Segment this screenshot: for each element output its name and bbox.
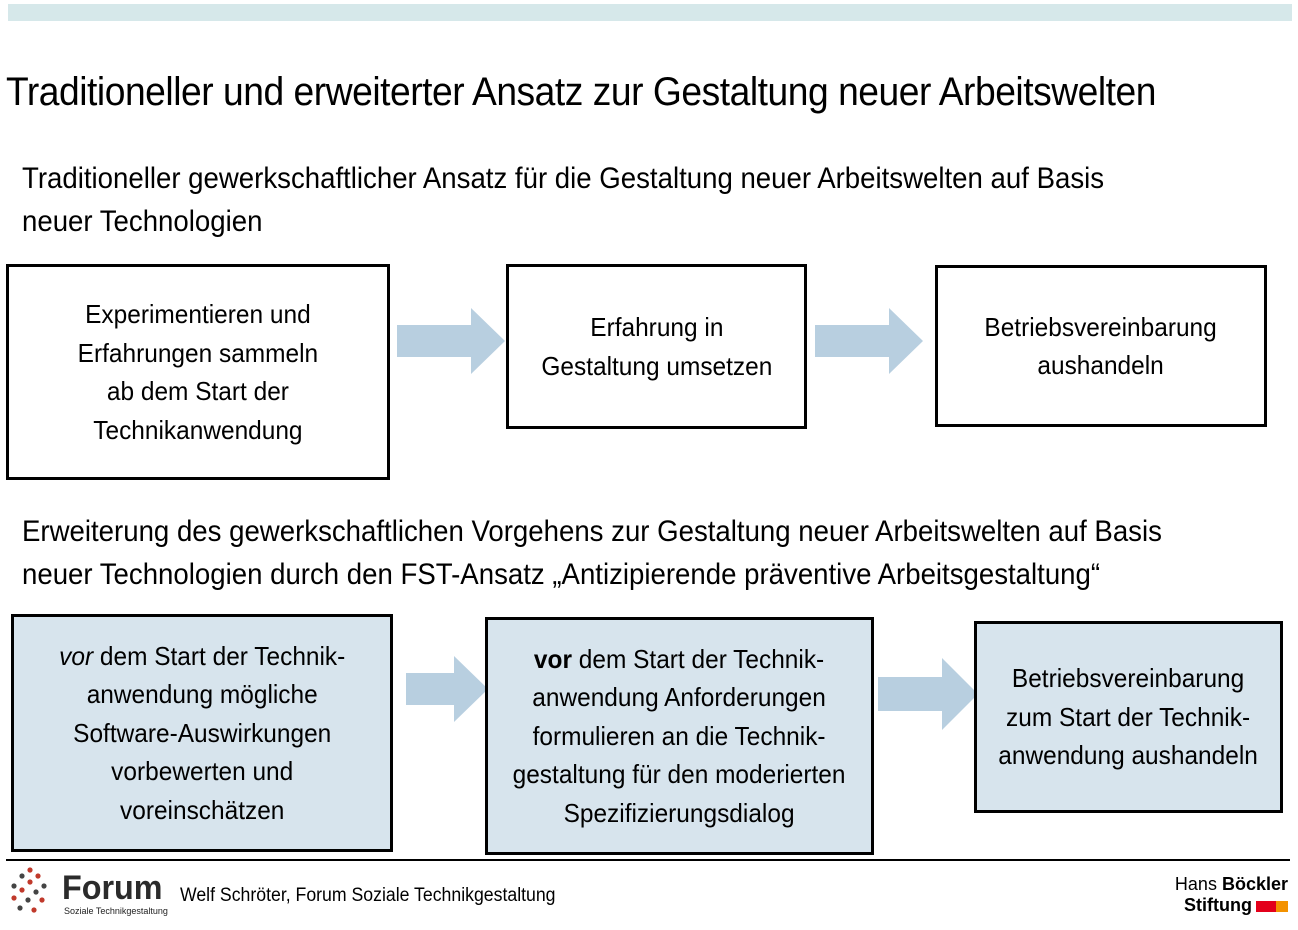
arrow-right-icon: [406, 656, 488, 722]
traditional-step-1-line: Technikanwendung: [93, 414, 303, 445]
traditional-step-2-line: Erfahrung in: [589, 312, 724, 342]
extended-step-2-line: anwendung Anforderungen: [532, 682, 827, 713]
extended-step-1-line: anwendung mögliche: [86, 679, 318, 710]
arrow-right-icon: [878, 658, 978, 730]
forum-logo: [8, 866, 178, 918]
extended-step-2-box: [485, 617, 874, 855]
traditional-step-3-box: [935, 265, 1267, 427]
arrow-right-icon: [815, 308, 923, 374]
traditional-step-2-box: [506, 264, 807, 429]
traditional-step-1-line: ab dem Start der: [106, 376, 290, 406]
traditional-heading: [22, 157, 1246, 243]
extended-step-3-box: [974, 621, 1283, 813]
sponsor-last-name: Böckler: [1221, 874, 1288, 894]
traditional-step-3-line: aushandeln: [1037, 350, 1165, 380]
logo-word: Forum: [62, 869, 163, 907]
traditional-step-3-line: Betriebsvereinbarung: [984, 311, 1218, 342]
footer-divider: [6, 859, 1290, 861]
traditional-heading-line-2: neuer Technologien: [22, 205, 263, 238]
extended-step-1-box: [11, 614, 393, 852]
traditional-step-1-box: [6, 264, 390, 480]
extended-step-2-line: gestaltung für den moderierten: [513, 759, 846, 790]
sponsor-line-2: [1138, 895, 1288, 916]
extended-step-2-line: Spezifizierungsdialog: [564, 797, 795, 828]
extended-heading-line-2: neuer Technologien durch den FST-Ansatz „Antizipierende präventive Arbeitsgestaltung“: [22, 558, 1101, 591]
traditional-step-2-line: Gestaltung umsetzen: [541, 350, 772, 381]
extended-step-3-line: anwendung aushandeln: [998, 740, 1259, 771]
traditional-heading-line-1: Traditioneller gewerkschaftlicher Ansatz für die Gestaltung neuer Arbeitswelten auf Basis: [22, 162, 1105, 195]
traditional-step-1-line: Erfahrungen sammeln: [77, 337, 319, 368]
extended-step-3-line: zum Start der Technik-: [1006, 701, 1251, 732]
sponsor-red-bar: [1256, 901, 1276, 912]
extended-step-2-line: [513, 640, 846, 679]
extended-heading: [22, 510, 1246, 596]
extended-step-1-line: [59, 637, 345, 676]
sponsor-stiftung: Stiftung: [1184, 895, 1252, 915]
extended-step-1-line-rest: dem Start der Technik-: [92, 640, 346, 671]
extended-step-2-line-rest: dem Start der Technik-: [572, 643, 825, 674]
extended-step-3-line: Betriebsvereinbarung: [1012, 663, 1245, 694]
hans-boeckler-logo: [1138, 874, 1288, 918]
extended-step-2-line: formulieren an die Technik-: [533, 720, 826, 751]
sponsor-first-name: Hans: [1174, 874, 1222, 894]
footer-author: Welf Schröter, Forum Soziale Technikgestaltung: [180, 885, 556, 906]
traditional-step-1-line: Experimentieren und: [85, 299, 311, 329]
extended-heading-line-1: Erweiterung des gewerkschaftlichen Vorgehens zur Gestaltung neuer Arbeitswelten auf Basis: [22, 515, 1162, 548]
top-accent-bar: [8, 4, 1292, 21]
extended-step-1-line: vorbewerten und: [110, 756, 294, 787]
arrow-right-icon: [397, 308, 505, 374]
extended-step-1-line: voreinschätzen: [119, 794, 285, 825]
extended-step-1-line: Software-Auswirkungen: [72, 717, 332, 748]
logo-subtitle: Soziale Technikgestaltung: [64, 906, 168, 916]
sponsor-orange-bar: [1276, 901, 1288, 912]
emphasis-vor: vor: [58, 640, 93, 671]
sponsor-line-1: [1138, 874, 1288, 895]
forum-dots-icon: [8, 866, 58, 916]
emphasis-vor: vor: [534, 643, 573, 674]
slide-title: Traditioneller und erweiterter Ansatz zur Gestaltung neuer Arbeitswelten: [6, 70, 1156, 114]
